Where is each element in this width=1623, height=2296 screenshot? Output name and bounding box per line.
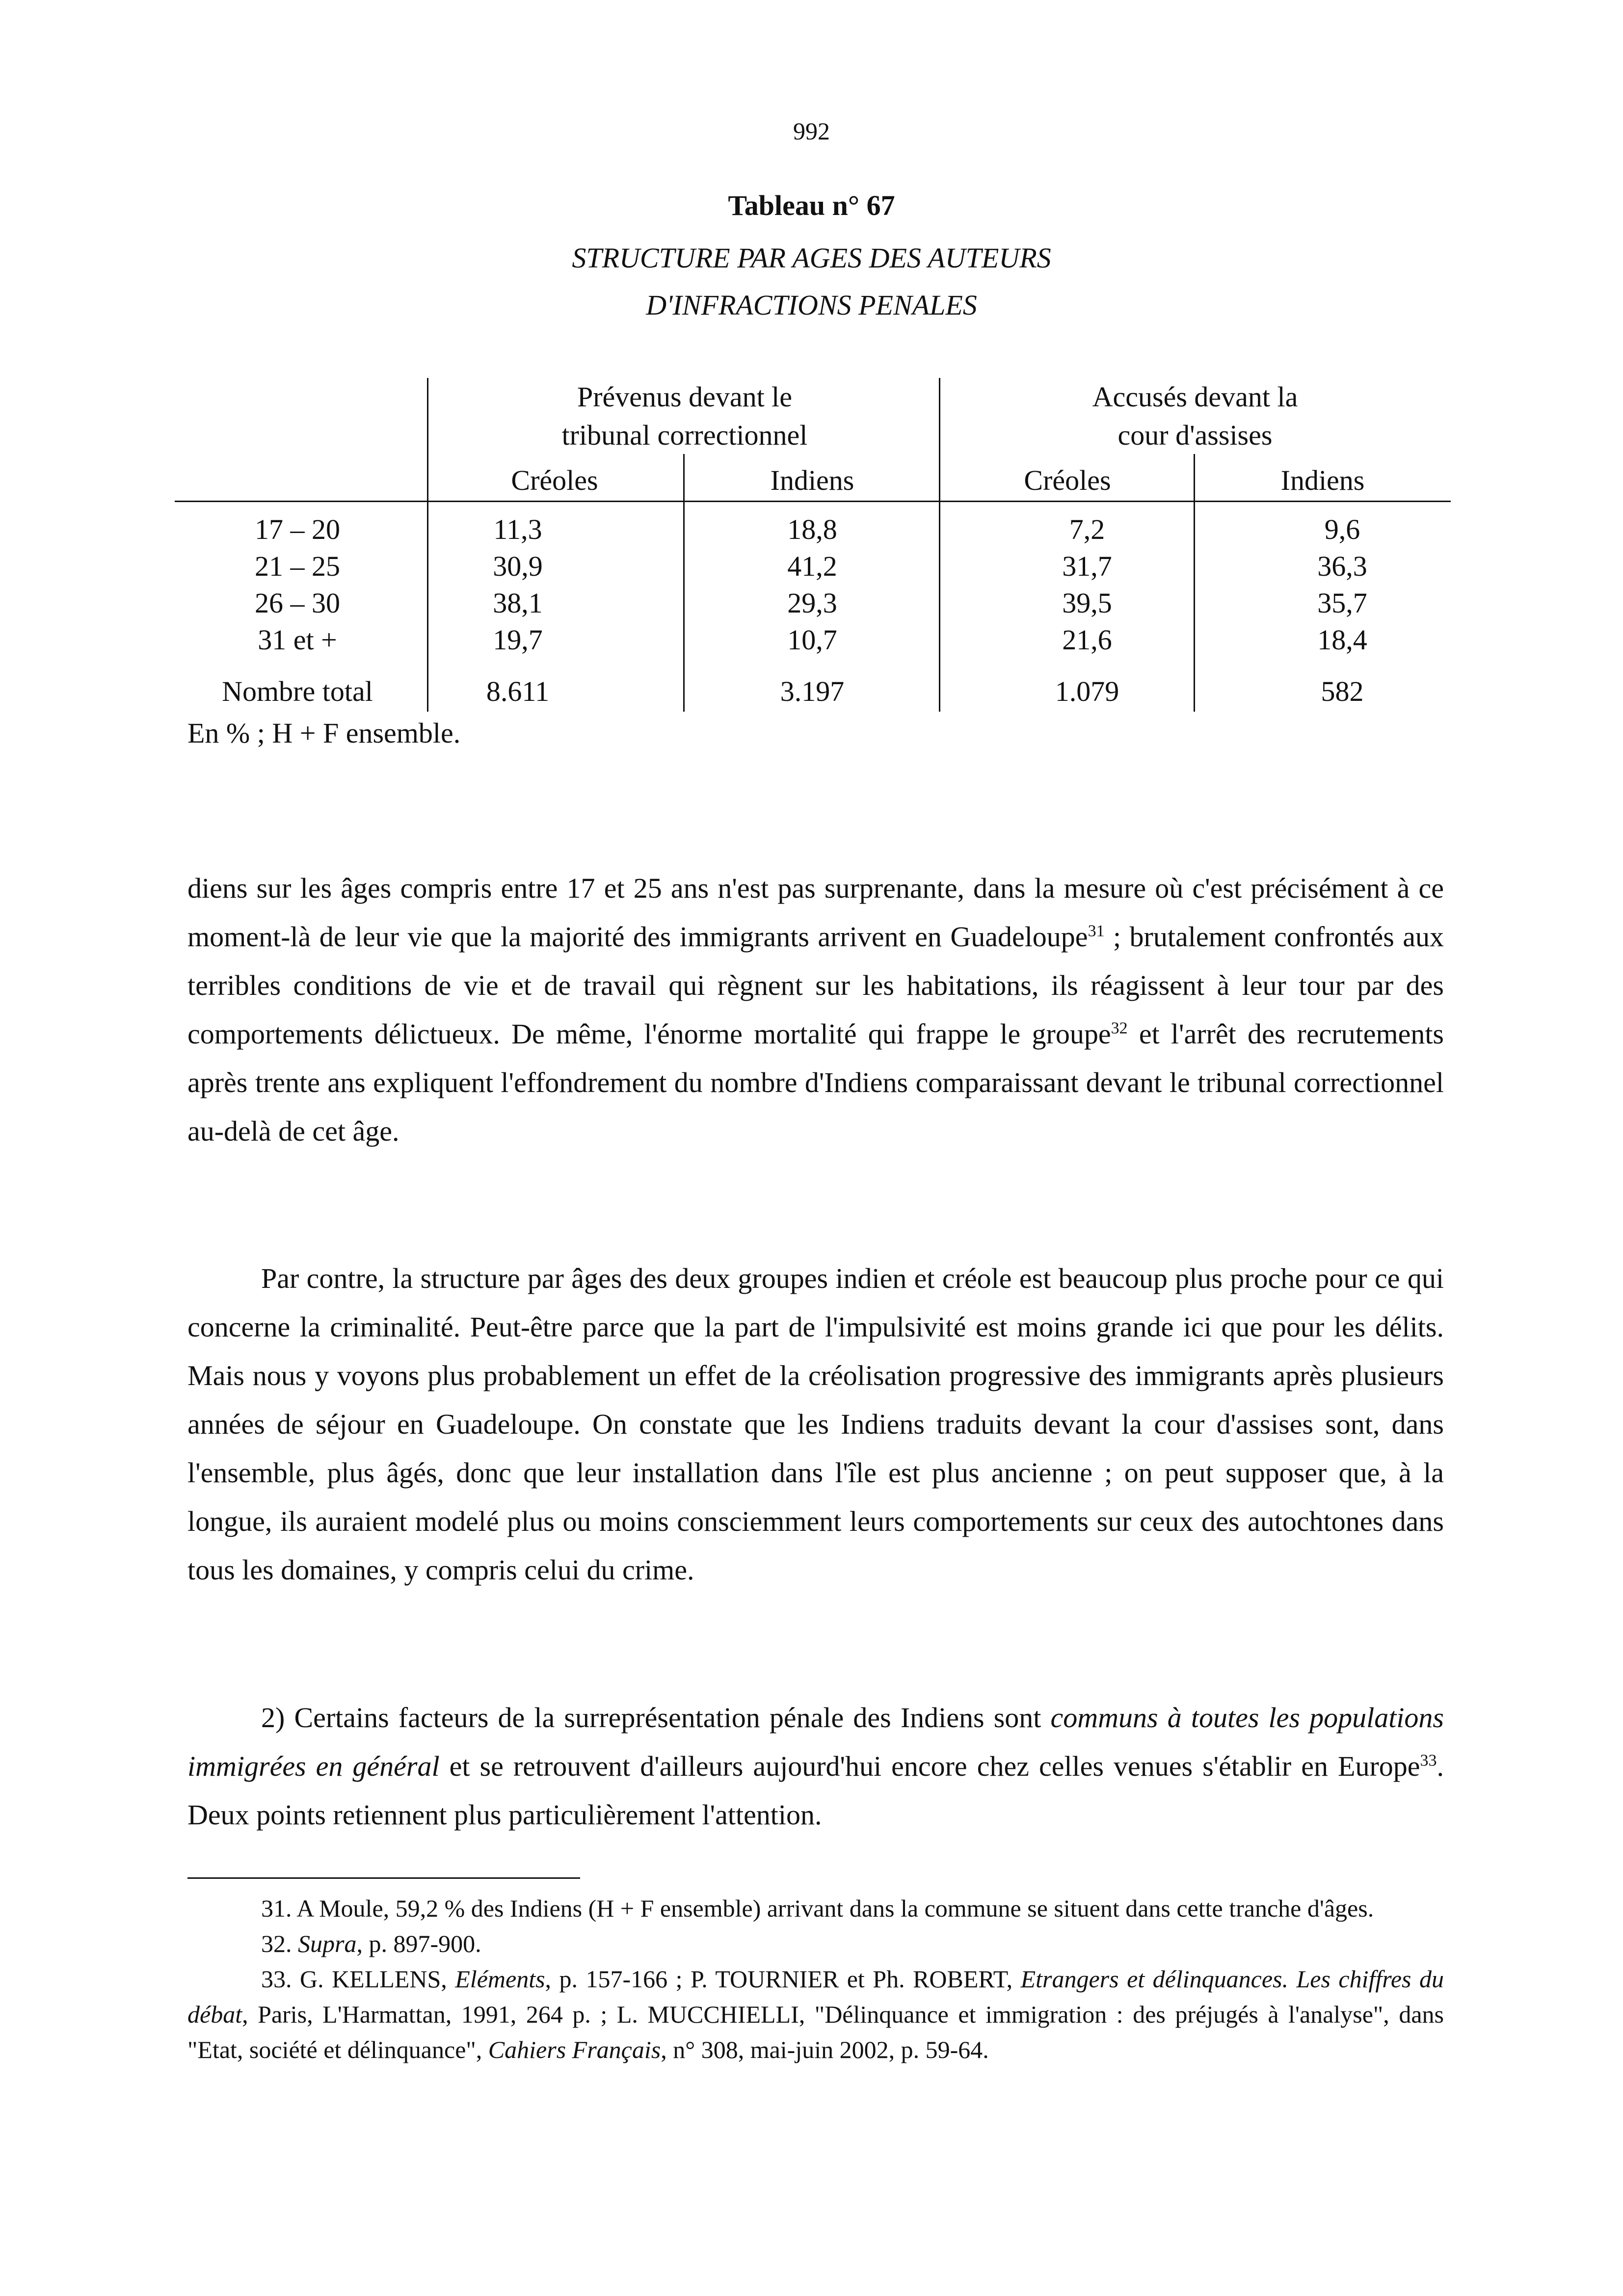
paragraph-text: Par contre, la structure par âges des deux groupes indien et créole est beaucoup plus proche pour ce qui concerne la criminalité. Peut-être parce que la part de l'impulsivité est moins grande ici que pour les délits. Mais nous y voyons plus probablement un effet de la créolisation progressive des immigrants après plusieurs années de séjour en Guadeloupe. On constate que les Indiens traduits devant la cour d'assises sont, dans l'ensemble, plus âgés, donc que leur installation dans l'île est plus ancienne ; on peut supposer que, à la longue, ils auraient modelé plus ou moins consciemment leurs comportements sur ceux des autochtones dans tous les domaines, y compris celui du crime. [187,1262,1444,1586]
footnote-ref-32: 32 [1111,1019,1128,1038]
footnote-text: , n° 308, mai-juin 2002, p. 59-64. [661,2036,989,2063]
table-subtitle-line1: STRUCTURE PAR AGES DES AUTEURS [572,242,1051,274]
table-header-rule [175,501,1451,502]
total-cell: 582 [1321,675,1364,707]
table-cell: 18,4 [1317,624,1367,656]
footnotes [187,1891,1444,2067]
footnote-31: 31. A Moule, 59,2 % des Indiens (H + F ensemble) arrivant dans la commune se situent dans cette tranche d'âges. [261,1895,1374,1922]
paragraph-text: et l'arrêt des recrutements après trente ans expliquent l'effondrement du nombre d'Indiens comparaissant devant le tribunal correctionnel au-delà de cet âge. [187,1018,1444,1147]
subheader-indiens-2: Indiens [1280,464,1365,496]
footnote-emphasis: Eléments [455,1965,545,1993]
row-label: 21 – 25 [255,550,340,582]
table-cell: 39,5 [1062,587,1112,619]
paragraph-text: . Deux points retiennent plus particulièrement l'attention. [187,1750,1444,1831]
footnote-ref-31: 31 [1088,922,1105,940]
table-cell: 29,3 [787,587,837,619]
paragraph-3 [187,1693,1444,1839]
group-header-accuses [942,378,1448,454]
table-subtitle-line2: D'INFRACTIONS PENALES [646,289,977,321]
page-number: 992 [793,117,830,145]
table-divider-middle [939,378,940,712]
table-divider-sub1 [683,454,685,712]
footnote-emphasis: Supra [298,1930,357,1957]
subheader-creoles-1: Créoles [511,464,598,496]
footnote-text: , Paris, L'Harmattan, 1991, 264 p. ; L. MUCCHIELLI, "Délinquance et immigration : des préjugés à l'analyse", dans "Etat, société et délinquance", [187,2001,1444,2063]
table-cell: 35,7 [1317,587,1367,619]
footnote-text: , p. 157-166 ; P. TOURNIER et Ph. ROBERT, [545,1965,1021,1993]
total-cell: 8.611 [486,675,550,707]
age-structure-table [0,0,1623,785]
table-cell: 18,8 [787,513,837,545]
row-label: 17 – 20 [255,513,340,545]
footnote-32 [187,1926,1444,1961]
footnote-text: 32. [261,1930,298,1957]
footnote-emphasis: Cahiers Français [488,2036,661,2063]
footnote-text: 33. G. KELLENS, [261,1965,455,1993]
table-cell: 41,2 [787,550,837,582]
table-cell: 11,3 [493,513,542,545]
table-cell: 38,1 [493,587,543,619]
group-header-prevenus [432,378,937,454]
total-cell: 3.197 [780,675,845,707]
group-header-prevenus-line1: Prévenus devant le [577,381,793,413]
paragraph-text: 2) Certains facteurs de la surreprésentation pénale des Indiens sont [261,1702,1051,1734]
total-cell: 1.079 [1055,675,1119,707]
table-cell: 7,2 [1069,513,1105,545]
table-cell: 9,6 [1324,513,1360,545]
row-label: 26 – 30 [255,587,340,619]
paragraph-emphasis: communs à toutes les populations immigrées en général [187,1702,1444,1782]
group-header-accuses-line1: Accusés devant la [1092,381,1298,413]
total-label: Nombre total [222,675,373,707]
footnote-33 [187,1961,1444,2067]
paragraph-2 [187,1254,1444,1594]
table-title: Tableau n° 67 [728,189,895,221]
group-header-accuses-line2: cour d'assises [1117,419,1273,451]
table-cell: 31,7 [1062,550,1112,582]
paragraph-text: et se retrouvent d'ailleurs aujourd'hui encore chez celles venues s'établir en Europe [439,1750,1420,1782]
table-note: En % ; H + F ensemble. [187,717,461,749]
footnote-text: , p. 897-900. [356,1930,481,1957]
footnote-ref-33: 33 [1420,1751,1437,1770]
table-cell: 19,7 [493,624,543,656]
footnote-separator [187,1877,580,1879]
table-cell: 10,7 [787,624,837,656]
paragraph-1 [187,864,1444,1155]
footnote-emphasis: Etrangers et délinquances. Les chiffres du débat [187,1965,1444,2028]
table-cell: 30,9 [493,550,543,582]
table-divider-left [427,378,428,712]
table-cell: 36,3 [1317,550,1367,582]
group-header-prevenus-line2: tribunal correctionnel [561,419,808,451]
subheader-creoles-2: Créoles [1024,464,1111,496]
paragraph-text: ; brutalement confrontés aux terribles conditions de vie et de travail qui règnent sur les habitations, ils réagissent à leur tour par des comportements délictueux. De même, l'énorme mortalité qui frappe le groupe [187,921,1444,1050]
table-cell: 21,6 [1062,624,1112,656]
subheader-indiens-1: Indiens [770,464,854,496]
row-label: 31 et + [258,624,337,656]
table-divider-sub2 [1194,454,1195,712]
paragraph-text: diens sur les âges compris entre 17 et 25 ans n'est pas surprenante, dans la mesure où c'est précisément à ce moment-là de leur vie que la majorité des immigrants arrivent en Guadeloupe [187,872,1444,953]
